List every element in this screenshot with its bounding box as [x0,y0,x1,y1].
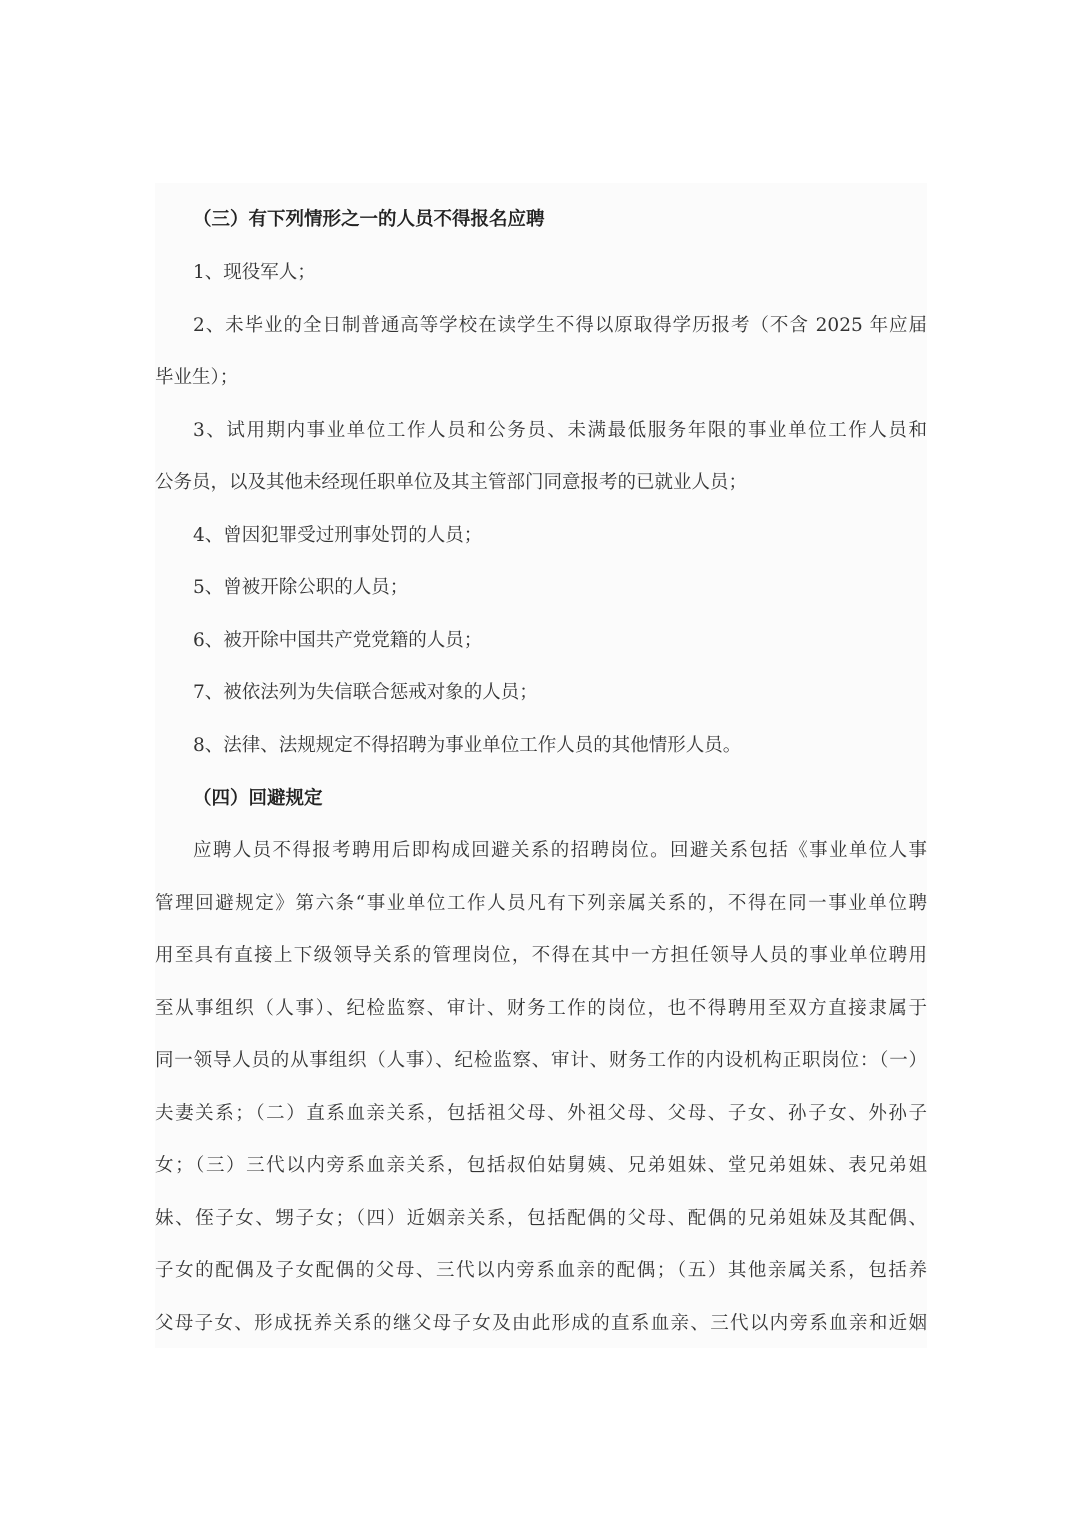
list-item-continuation: 毕业生）； [155,367,239,388]
list-item-continuation: 公务员，以及其他未经现任职单位及其主管部门同意报考的已就业人员； [155,472,748,493]
paragraph-line: 女；（三）三代以内旁系血亲关系，包括叔伯姑舅姨、兄弟姐妹、堂兄弟姐妹、表兄弟姐 [155,1155,927,1176]
list-item: 1、现役军人； [193,262,316,283]
paragraph-line: 管理回避规定》第六条“事业单位工作人员凡有下列亲属关系的，不得在同一事业单位聘 [155,893,927,914]
list-item: 5、曾被开除公职的人员； [193,577,409,598]
paragraph-line: 同一领导人员的从事组织（人事）、纪检监察、审计、财务工作的内设机构正职岗位：（一） [155,1050,927,1071]
document-page [155,183,927,1348]
paragraph-line: 用至具有直接上下级领导关系的管理岗位，不得在其中一方担任领导人员的事业单位聘用 [155,945,927,966]
paragraph-line: 夫妻关系；（二）直系血亲关系，包括祖父母、外祖父母、父母、子女、孙子女、外孙子 [155,1103,927,1124]
paragraph-line: 子女的配偶及子女配偶的父母、三代以内旁系血亲的配偶；（五）其他亲属关系，包括养 [155,1260,927,1281]
section4-heading: （四）回避规定 [193,788,323,809]
list-item: 7、被依法列为失信联合惩戒对象的人员； [193,682,538,703]
paragraph-line: 应聘人员不得报考聘用后即构成回避关系的招聘岗位。回避关系包括《事业单位人事 [193,840,927,861]
section3-heading: （三）有下列情形之一的人员不得报名应聘 [193,209,545,230]
list-item: 8、法律、法规规定不得招聘为事业单位工作人员的其他情形人员。 [193,735,742,756]
paragraph-line: 父母子女、形成抚养关系的继父母子女及由此形成的直系血亲、三代以内旁系血亲和近姻 [155,1313,927,1334]
paragraph-line: 妹、侄子女、甥子女；（四）近姻亲关系，包括配偶的父母、配偶的兄弟姐妹及其配偶、 [155,1208,927,1229]
paragraph-line: 至从事组织（人事）、纪检监察、审计、财务工作的岗位，也不得聘用至双方直接隶属于 [155,998,927,1019]
list-item: 3、试用期内事业单位工作人员和公务员、未满最低服务年限的事业单位工作人员和 [193,420,927,441]
list-item: 2、未毕业的全日制普通高等学校在读学生不得以原取得学历报考（不含 2025 年应届 [193,315,927,336]
list-item: 6、被开除中国共产党党籍的人员； [193,630,483,651]
list-item: 4、曾因犯罪受过刑事处罚的人员； [193,525,483,546]
